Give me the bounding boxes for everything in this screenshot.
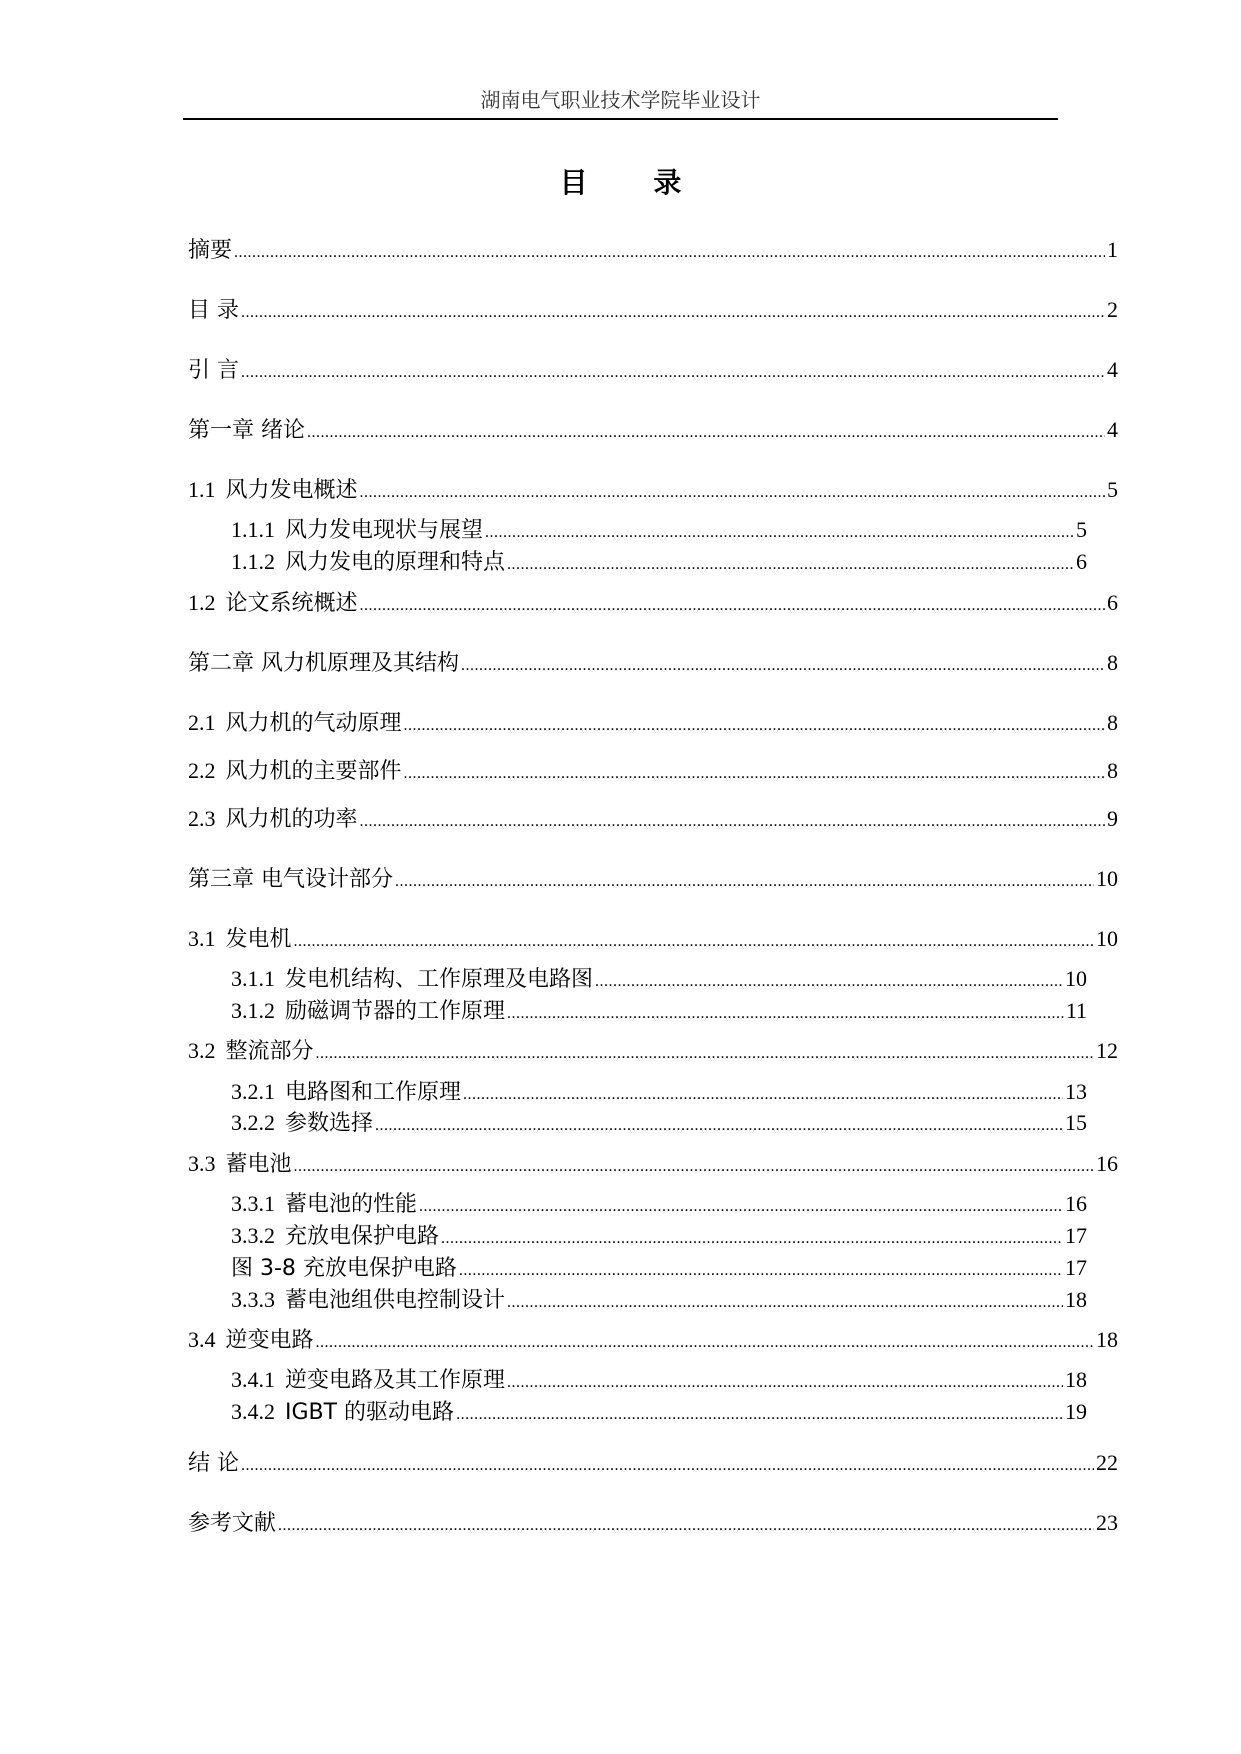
toc-entry-number: 1.2 [188, 590, 216, 615]
toc-entry-label: 参数选择 [285, 1111, 374, 1136]
toc-entry-label: 第二章 风力机原理及其结构 [188, 651, 459, 676]
toc-entry-page-number: 6 [1107, 590, 1118, 615]
toc-entry-page-number: 6 [1076, 549, 1087, 574]
toc-entry-page-number: 17 [1065, 1255, 1087, 1280]
toc-entry-number: 3.4 [188, 1327, 216, 1352]
toc-entry-number: 2.2 [188, 758, 216, 783]
toc-leader-dots [278, 1512, 1094, 1540]
toc-entry[interactable] [188, 416, 1118, 447]
toc-leader-dots [456, 1401, 1063, 1429]
toc-entry-label: 风力发电概述 [225, 478, 358, 503]
toc-entry-number: 3.2 [188, 1038, 216, 1063]
toc-entry[interactable] [231, 516, 1087, 547]
toc-entry-number: 1.1.2 [231, 549, 275, 574]
toc-entry[interactable] [231, 1366, 1087, 1397]
toc-entry[interactable] [231, 1398, 1087, 1429]
toc-entry-page-number: 4 [1107, 357, 1118, 382]
toc-entry[interactable] [231, 1254, 1087, 1285]
toc-entry[interactable] [188, 805, 1118, 836]
toc-entry-label: 第一章 绪论 [188, 418, 305, 443]
toc-entry-page-number: 1 [1107, 237, 1118, 262]
toc-leader-dots [463, 1081, 1063, 1109]
toc-entry[interactable] [188, 757, 1118, 788]
toc-entry[interactable] [231, 1286, 1087, 1317]
toc-entry-number: 3.2.2 [231, 1110, 275, 1135]
toc-leader-dots [360, 592, 1105, 620]
toc-leader-dots [507, 1000, 1064, 1028]
toc-entry[interactable] [188, 296, 1118, 327]
toc-entry-page-number: 18 [1096, 1327, 1118, 1352]
toc-entry-number: 1.1 [188, 477, 216, 502]
toc-entry-label: 逆变电路 [225, 1328, 314, 1353]
toc-entry-number: 3.1 [188, 926, 216, 951]
toc-entry-number: 2.1 [188, 710, 216, 735]
toc-entry-label: 励磁调节器的工作原理 [285, 999, 506, 1024]
toc-entry-label: 电路图和工作原理 [285, 1080, 462, 1105]
toc-title: 目 录 [559, 166, 710, 199]
toc-entry-label: 风力机的功率 [225, 807, 358, 832]
toc-leader-dots [241, 359, 1105, 387]
toc-entry-number: 3.3.2 [231, 1223, 275, 1248]
toc-leader-dots [234, 239, 1105, 267]
toc-entry[interactable] [188, 1037, 1118, 1068]
toc-entry-page-number: 22 [1096, 1450, 1118, 1475]
toc-entry[interactable] [231, 1222, 1087, 1253]
toc-entry-page-number: 9 [1107, 806, 1118, 831]
toc-entry-page-number: 8 [1107, 758, 1118, 783]
toc-entry-number: 3.3.1 [231, 1191, 275, 1216]
toc-leader-dots [241, 1452, 1094, 1480]
toc-entry-label: 风力机的气动原理 [225, 711, 402, 736]
toc-entry-page-number: 23 [1096, 1510, 1118, 1535]
toc-entry-label: 风力发电的原理和特点 [285, 550, 506, 575]
toc-entry[interactable] [188, 925, 1118, 956]
toc-entry-label: 目 录 [188, 298, 239, 323]
toc-entry-label: 风力发电现状与展望 [285, 518, 484, 543]
toc-entry-page-number: 19 [1065, 1399, 1087, 1424]
toc-entry-label: 风力机的主要部件 [225, 759, 402, 784]
toc-leader-dots [441, 1225, 1063, 1253]
toc-leader-dots [404, 760, 1105, 788]
toc-entry-number: 3.4.2 [231, 1399, 275, 1424]
toc-entry-label: 蓄电池的性能 [285, 1192, 418, 1217]
toc-entry-label: 引 言 [188, 358, 239, 383]
toc-entry-number: 3.1.1 [231, 966, 275, 991]
toc-entry-page-number: 17 [1065, 1223, 1087, 1248]
toc-leader-dots [404, 712, 1105, 740]
toc-entry-page-number: 5 [1076, 517, 1087, 542]
toc-entry-label: 逆变电路及其工作原理 [285, 1368, 506, 1393]
toc-leader-dots [485, 519, 1074, 547]
toc-entry-number: 1.1.1 [231, 517, 275, 542]
toc-entry[interactable] [231, 965, 1087, 996]
toc-entry[interactable] [231, 1078, 1087, 1109]
toc-entry-page-number: 2 [1107, 297, 1118, 322]
toc-entry[interactable] [188, 1449, 1118, 1480]
toc-leader-dots [307, 419, 1105, 447]
toc-leader-dots [360, 808, 1105, 836]
toc-leader-dots [461, 652, 1105, 680]
toc-entry[interactable] [188, 649, 1118, 680]
toc-leader-dots [294, 928, 1094, 956]
toc-entry-page-number: 4 [1107, 417, 1118, 442]
toc-entry-label: 蓄电池组供电控制设计 [285, 1288, 506, 1313]
toc-entry[interactable] [188, 236, 1118, 267]
toc-leader-dots [241, 299, 1105, 327]
toc-entry[interactable] [231, 1190, 1087, 1221]
toc-entry-label: 参考文献 [188, 1511, 277, 1536]
toc-entry-label: 摘要 [188, 238, 233, 263]
toc-entry-number: 3.1.2 [231, 998, 275, 1023]
toc-entry-number: 3.3.3 [231, 1287, 275, 1312]
toc-entry-label: IGBT 的驱动电路 [285, 1400, 455, 1425]
toc-entry-label: 发电机结构、工作原理及电路图 [285, 967, 594, 992]
toc-entry-label: 论文系统概述 [225, 591, 358, 616]
toc-entry-label: 第三章 电气设计部分 [188, 867, 393, 892]
toc-leader-dots [595, 968, 1063, 996]
toc-leader-dots [459, 1257, 1063, 1285]
toc-entry-number: 2.3 [188, 806, 216, 831]
toc-entry-page-number: 12 [1096, 1038, 1118, 1063]
toc-entry-page-number: 10 [1096, 866, 1118, 891]
toc-entry[interactable] [231, 997, 1087, 1028]
toc-entry-label: 整流部分 [225, 1039, 314, 1064]
toc-entry[interactable] [188, 356, 1118, 387]
running-header: 湖南电气职业技术学院毕业设计 [480, 88, 761, 112]
toc-entry-page-number: 10 [1065, 966, 1087, 991]
toc-leader-dots [375, 1112, 1063, 1140]
toc-entry[interactable] [188, 1326, 1118, 1357]
toc-leader-dots [360, 479, 1105, 507]
toc-entry[interactable] [188, 1150, 1118, 1181]
toc-entry-page-number: 16 [1065, 1191, 1087, 1216]
toc-entry-number: 3.3 [188, 1151, 216, 1176]
toc-entry-page-number: 5 [1107, 477, 1118, 502]
toc-entry[interactable] [188, 1509, 1118, 1540]
toc-entry[interactable] [188, 589, 1118, 620]
toc-entry-page-number: 10 [1096, 926, 1118, 951]
toc-entry-label: 结 论 [188, 1451, 239, 1476]
toc-entry-number: 3.4.1 [231, 1367, 275, 1392]
toc-entry[interactable] [188, 865, 1118, 896]
toc-leader-dots [316, 1329, 1094, 1357]
toc-entry-page-number: 11 [1065, 998, 1087, 1023]
toc-leader-dots [395, 868, 1094, 896]
toc-entry[interactable] [231, 548, 1087, 579]
header-rule [183, 118, 1058, 120]
toc-entry[interactable] [188, 709, 1118, 740]
toc-leader-dots [507, 1369, 1063, 1397]
toc-entry-page-number: 16 [1096, 1151, 1118, 1176]
toc-entry-label: 充放电保护电路 [285, 1224, 440, 1249]
toc-leader-dots [507, 551, 1074, 579]
toc-entry-page-number: 8 [1107, 650, 1118, 675]
toc-leader-dots [316, 1040, 1094, 1068]
toc-entry-page-number: 8 [1107, 710, 1118, 735]
toc-entry[interactable] [231, 1109, 1087, 1140]
toc-entry-label: 图 3-8 充放电保护电路 [231, 1256, 457, 1281]
toc-leader-dots [294, 1153, 1094, 1181]
toc-entry-label: 发电机 [225, 927, 292, 952]
toc-entry-page-number: 15 [1065, 1110, 1087, 1135]
toc-leader-dots [419, 1193, 1063, 1221]
toc-entry-number: 3.2.1 [231, 1079, 275, 1104]
toc-entry-label: 蓄电池 [225, 1152, 292, 1177]
toc-entry-page-number: 18 [1065, 1367, 1087, 1392]
toc-entry-page-number: 13 [1065, 1079, 1087, 1104]
toc-leader-dots [507, 1289, 1063, 1317]
toc-entry-page-number: 18 [1065, 1287, 1087, 1312]
toc-entry[interactable] [188, 476, 1118, 507]
